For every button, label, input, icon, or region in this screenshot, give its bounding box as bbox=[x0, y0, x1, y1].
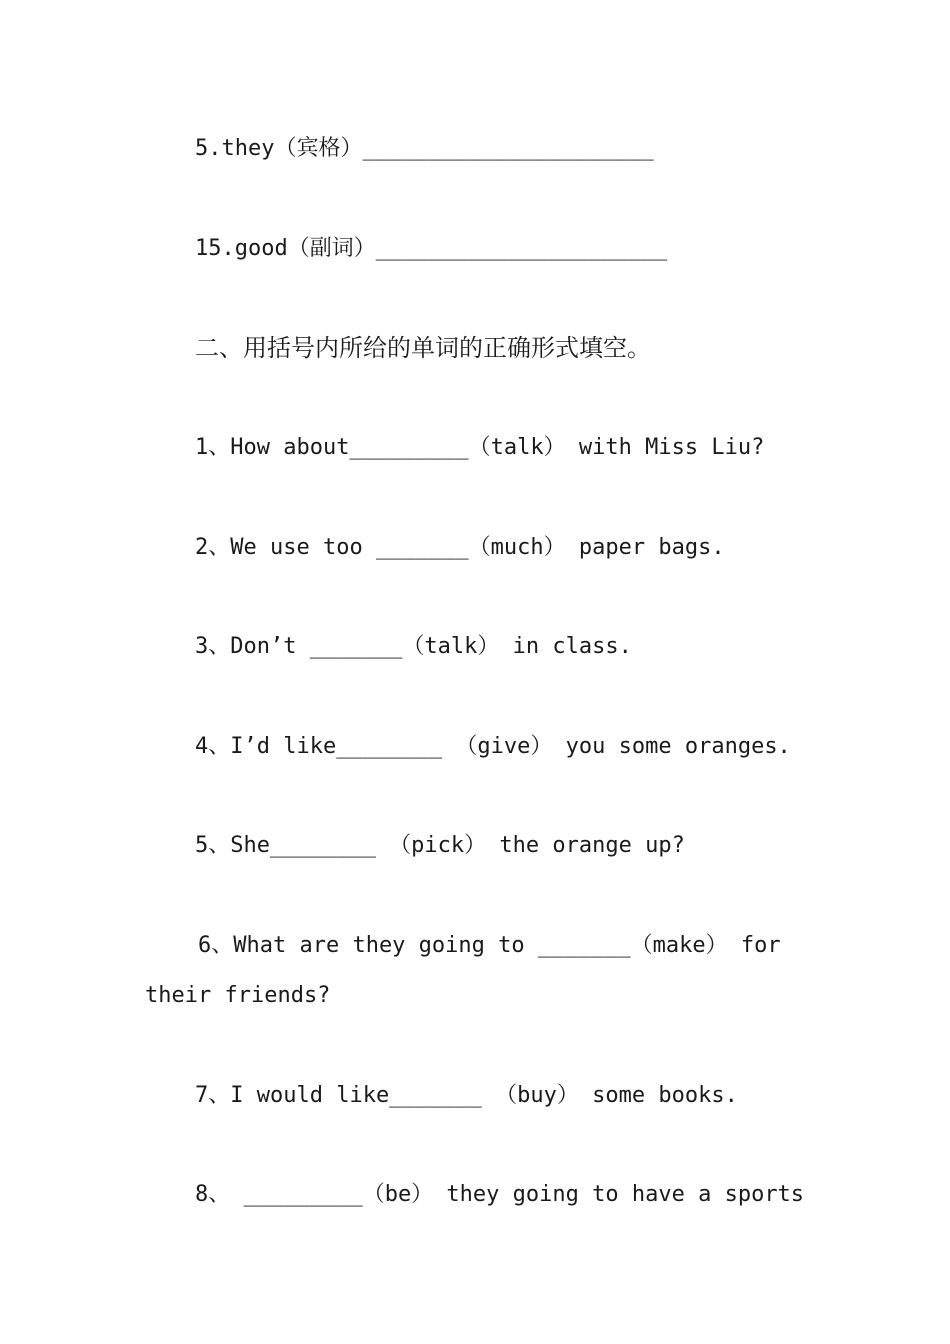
exercise-line-they-objective: 5.they（宾格）______________________ bbox=[195, 136, 654, 161]
question-7: 7、I would like_______ （buy） some books. bbox=[195, 1083, 738, 1108]
section-heading: 二、用括号内所给的单词的正确形式填空。 bbox=[195, 334, 651, 362]
question-6-line-2: their friends? bbox=[145, 983, 331, 1008]
question-8: 8、 _________（be） they going to have a sports bbox=[195, 1182, 805, 1207]
question-5: 5、She________ （pick） the orange up? bbox=[195, 833, 685, 858]
question-6-line-1: 6、What are they going to _______（make） for bbox=[198, 933, 781, 958]
question-3: 3、Don’t _______（talk） in class. bbox=[195, 634, 632, 659]
question-4: 4、I’d like________ （give） you some oranges. bbox=[195, 734, 791, 759]
exercise-line-good-adverb: 15.good（副词）______________________ bbox=[195, 236, 668, 261]
question-2: 2、We use too _______（much） paper bags. bbox=[195, 535, 725, 560]
question-1: 1、How about_________（talk） with Miss Liu? bbox=[195, 435, 765, 460]
